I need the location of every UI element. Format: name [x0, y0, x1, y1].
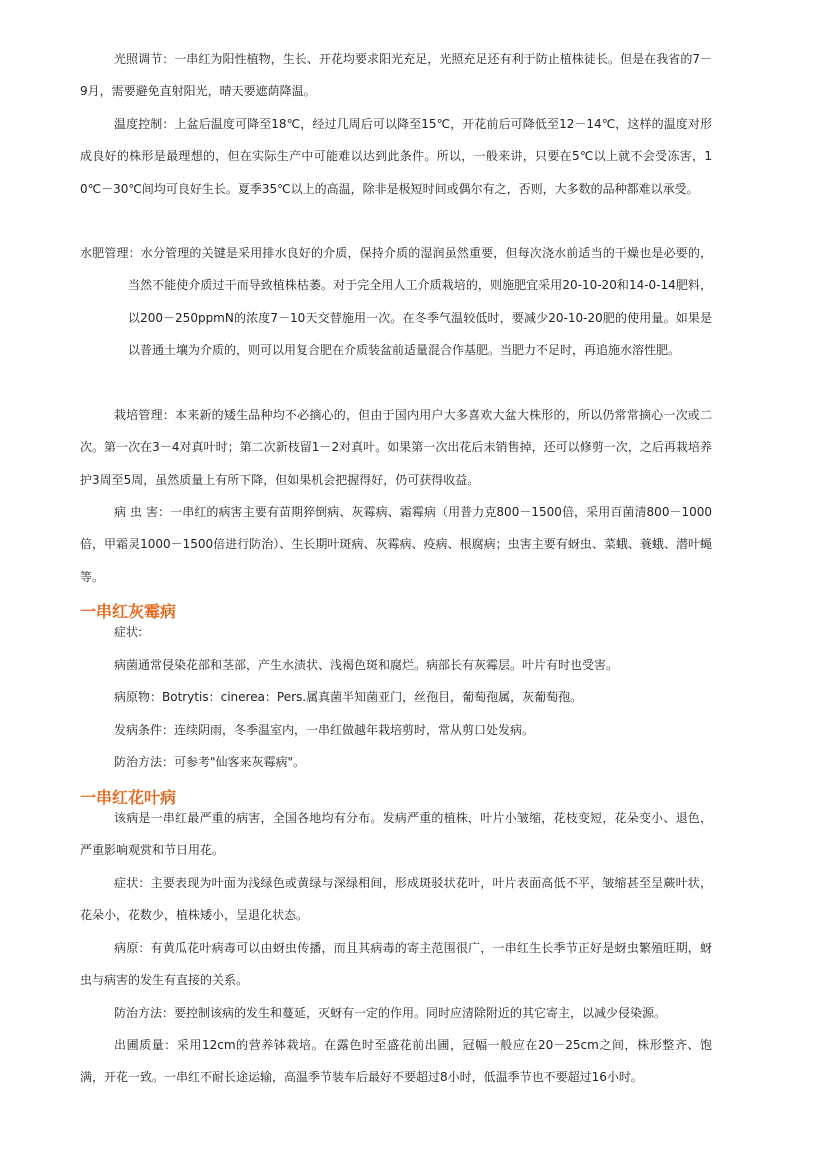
water-lead-label: 水肥管理： [80, 246, 141, 260]
mosaic-control: 防治方法：要控制该病的发生和蔓延，灭蚜有一定的作用。同时应清除附近的其它寄主，以减少侵染源。 [114, 1006, 667, 1020]
gray-mold-pathogen: 病原物：Botrytis：cinerea：Pers.属真菌半知菌亚门，丝孢目，葡萄孢属，灰葡萄孢。 [114, 690, 583, 704]
shipping-quality: 出圃质量：采用12cm的营养钵栽培。在露色时至盛花前出圃，冠幅一般应在20－25cm之间，株形整齐、饱满，开花一致。一串红不耐长途运输，高温季节装车后最好不要超过8小时，低温季节也不要超过16小时。 [80, 1038, 712, 1085]
heading-gray-mold: 一串红灰霉病 [80, 602, 177, 621]
paragraph-temperature: 温度控制：上盆后温度可降至18℃，经过几周后可以降至15℃，开花前后可降低至12－14℃，这样的温度对形成良好的株形是最理想的，但在实际生产中可能难以达到此条件。所以，一般来讲，只要在5℃以上就不会受冻害，10℃－30℃间均可良好生长。夏季35℃以上的高温，除非是极短时间或偶尔有之，否则，大多数的品种都难以承受。 [80, 117, 712, 196]
gray-mold-control: 防治方法：可参考"仙客来灰霉病"。 [114, 755, 306, 769]
paragraph-water-fertilizer [80, 237, 712, 367]
paragraph-light: 光照调节：一串红为阳性植物，生长、开花均要求阳光充足，光照充足还有利于防止植株徒长。但是在我省的7－9月，需要避免直射阳光，晴天要遮荫降温。 [80, 52, 712, 99]
mosaic-symptom: 症状：主要表现为叶面为浅绿色或黄绿与深绿相间，形成斑驳状花叶，叶片表面高低不平，皱缩甚至呈蕨叶状，花朵小，花数少，植株矮小，呈退化状态。 [80, 876, 712, 923]
paragraph-pests: 病 虫 害：一串红的病害主要有苗期猝倒病、灰霉病、霜霉病（用普力克800－1500倍，采用百菌清800－1000倍，甲霜灵1000－1500倍进行防治）、生长期叶斑病、灰霉病、疫病、根腐病；虫害主要有蚜虫、菜蛾、蓑蛾、潜叶蝇等。 [80, 505, 712, 584]
mosaic-pathogen: 病原：有黄瓜花叶病毒可以由蚜虫传播，而且其病毒的寄主范围很广，一串红生长季节正好是蚜虫繁殖旺期，蚜虫与病害的发生有直接的关系。 [80, 941, 712, 988]
water-body: 水分管理的关键是采用排水良好的介质，保持介质的湿润虽然重要，但每次浇水前适当的干燥也是必要的，当然不能使介质过干而导致植株枯萎。对于完全用人工介质栽培的，则施肥宜采用20-10-20和14-0-14肥料，以200－250ppmN的浓度7－10天交替施用一次。在冬季气温较低时，要减少20-10-20肥的使用量。如果是以普通土壤为介质的，则可以用复合肥在介质装盆前适量混合作基肥。当肥力不足时，再追施水溶性肥。 [128, 246, 712, 358]
gray-mold-symptom-label: 症状: [114, 625, 143, 639]
paragraph-cultivation: 栽培管理：本来新的矮生品种均不必摘心的，但由于国内用户大多喜欢大盆大株形的，所以仍常常摘心一次或二次。第一次在3－4对真叶时；第二次新枝留1－2对真叶。如果第一次出花后未销售掉，还可以修剪一次，之后再栽培养护3周至5周，虽然质量上有所下降，但如果机会把握得好，仍可获得收益。 [80, 408, 712, 487]
gray-mold-condition: 发病条件：连续阴雨，冬季温室内，一串红做越年栽培剪时，常从剪口处发病。 [114, 723, 535, 737]
gray-mold-symptom: 病菌通常侵染花部和茎部，产生水渍状、浅褐色斑和腐烂。病部长有灰霉层。叶片有时也受害。 [114, 658, 619, 672]
heading-mosaic: 一串红花叶病 [80, 788, 177, 807]
mosaic-intro: 该病是一串红最严重的病害，全国各地均有分布。发病严重的植株，叶片小皱缩，花枝变短，花朵变小、退色，严重影响观赏和节日用花。 [80, 811, 712, 858]
